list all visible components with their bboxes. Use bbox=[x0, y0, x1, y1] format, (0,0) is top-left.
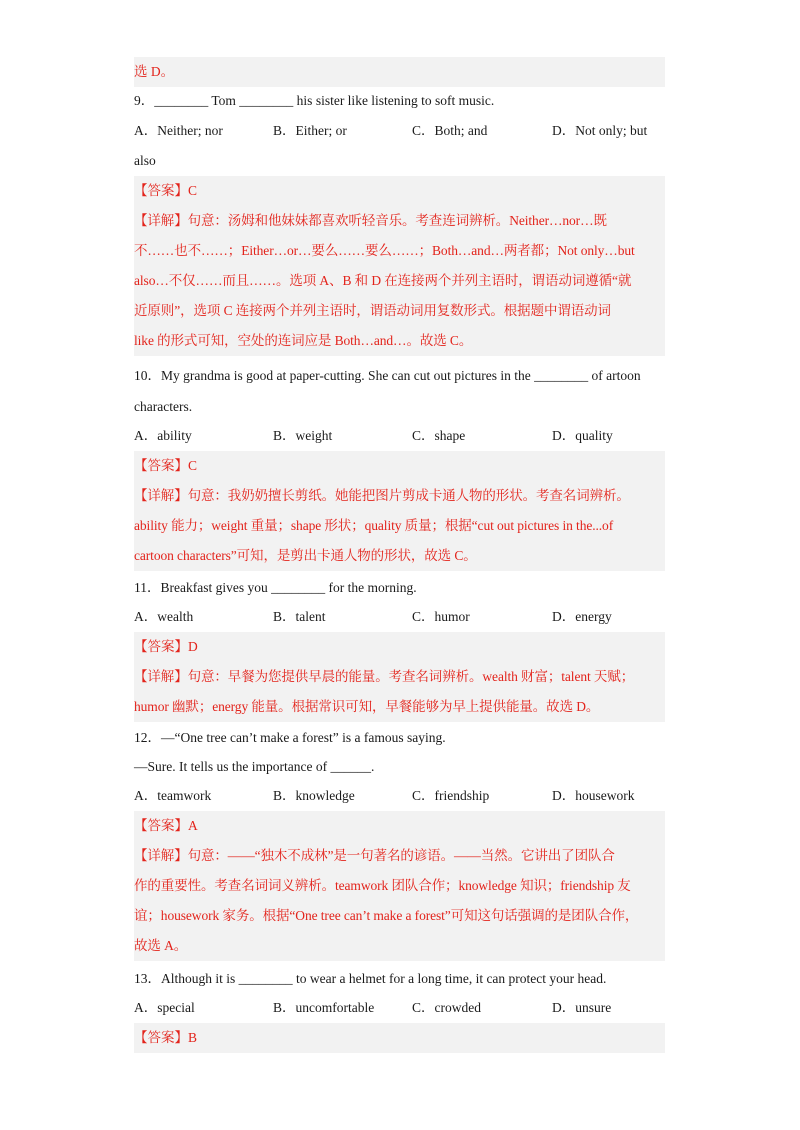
option-c: C．shape bbox=[412, 428, 466, 443]
option-a: A．special bbox=[134, 1000, 195, 1015]
answer-label: 【答案】C bbox=[134, 183, 198, 198]
detail-line: also…不仅……而且……。选项 A、B 和 D 在连接两个并列主语时，谓语动词遵循“就 bbox=[134, 273, 632, 288]
detail-line: 【详解】句意：——“独木不成林”是一句著名的谚语。——当然。它讲出了团队合 bbox=[134, 848, 615, 863]
detail-line: 近原则”，选项 C 连接两个并列主语时，谓语动词用复数形式。根据题中谓语动词 bbox=[134, 303, 611, 318]
options-12 bbox=[134, 781, 694, 811]
option-continuation: also bbox=[134, 153, 156, 168]
options-9 bbox=[134, 116, 694, 146]
answer-box-9 bbox=[134, 176, 665, 356]
detail-line: like 的形式可知，空处的连词应是 Both…and…。故选 C。 bbox=[134, 333, 473, 348]
option-d: D．quality bbox=[552, 428, 613, 443]
question-stem-10: 10．My grandma is good at paper-cutting. She can cut out pictures in the ________ of artoon bbox=[134, 368, 641, 383]
detail-line: 不……也不……；Either…or…要么……要么……；Both…and…两者都；Not only…but bbox=[134, 243, 635, 258]
detail-line: ability 能力；weight 重量；shape 形状；quality 质量；根据“cut out pictures in the...of bbox=[134, 518, 614, 533]
option-d: D．housework bbox=[552, 788, 635, 803]
option-d: D．unsure bbox=[552, 1000, 612, 1015]
question-stem-9: 9．________ Tom ________ his sister like listening to soft music. bbox=[134, 93, 495, 108]
options-11 bbox=[134, 602, 694, 632]
answer-label: 【答案】C bbox=[134, 458, 198, 473]
detail-line: cartoon characters”可知，是剪出卡通人物的形状，故选 C。 bbox=[134, 548, 477, 563]
option-a: A．wealth bbox=[134, 609, 194, 624]
answer-label: 【答案】A bbox=[134, 818, 198, 833]
detail-line: 【详解】句意：我奶奶擅长剪纸。她能把图片剪成卡通人物的形状。考查名词辨析。 bbox=[134, 488, 630, 503]
detail-line: humor 幽默；energy 能量。根据常识可知，早餐能够为早上提供能量。故选 D。 bbox=[134, 699, 600, 714]
answer-label: 【答案】B bbox=[134, 1030, 198, 1045]
option-d: D．Not only; but bbox=[552, 123, 648, 138]
question-stem-12: 12．—“One tree can’t make a forest” is a famous saying. bbox=[134, 730, 446, 745]
question-stem-12-cont: —Sure. It tells us the importance of ______. bbox=[134, 759, 375, 774]
question-stem-11: 11．Breakfast gives you ________ for the morning. bbox=[134, 580, 417, 595]
answer-box-prev bbox=[134, 57, 665, 87]
detail-line: 【详解】句意：早餐为您提供早晨的能量。考查名词辨析。wealth 财富；talent 天赋； bbox=[134, 669, 635, 684]
answer-line: 选 D。 bbox=[134, 64, 175, 79]
option-b: B．knowledge bbox=[273, 788, 355, 803]
option-b: B．talent bbox=[273, 609, 326, 624]
option-a: A．teamwork bbox=[134, 788, 212, 803]
answer-box-12 bbox=[134, 811, 665, 961]
question-stem-13: 13．Although it is ________ to wear a helmet for a long time, it can protect your head. bbox=[134, 971, 607, 986]
detail-line: 【详解】句意：汤姆和他妹妹都喜欢听轻音乐。考查连词辨析。Neither…nor…既 bbox=[134, 213, 607, 228]
options-13 bbox=[134, 993, 694, 1023]
option-c: C．friendship bbox=[412, 788, 490, 803]
option-c: C．humor bbox=[412, 609, 470, 624]
option-c: C．Both; and bbox=[412, 123, 488, 138]
options-10 bbox=[134, 421, 694, 451]
option-d: D．energy bbox=[552, 609, 612, 624]
detail-line: 谊；housework 家务。根据“One tree can’t make a forest”可知这句话强调的是团队合作， bbox=[134, 908, 639, 923]
answer-box-11 bbox=[134, 632, 665, 722]
option-b: B．uncomfortable bbox=[273, 1000, 375, 1015]
answer-box-10 bbox=[134, 451, 665, 571]
option-c: C．crowded bbox=[412, 1000, 481, 1015]
option-a: A．ability bbox=[134, 428, 192, 443]
answer-label: 【答案】D bbox=[134, 639, 198, 654]
option-b: B．Either; or bbox=[273, 123, 347, 138]
option-b: B．weight bbox=[273, 428, 333, 443]
question-stem-10-cont: characters. bbox=[134, 399, 193, 414]
answer-box-13 bbox=[134, 1023, 665, 1053]
detail-line: 故选 A。 bbox=[134, 938, 188, 953]
detail-line: 作的重要性。考查名词词义辨析。teamwork 团队合作；knowledge 知识；friendship 友 bbox=[134, 878, 631, 893]
option-a: A．Neither; nor bbox=[134, 123, 223, 138]
